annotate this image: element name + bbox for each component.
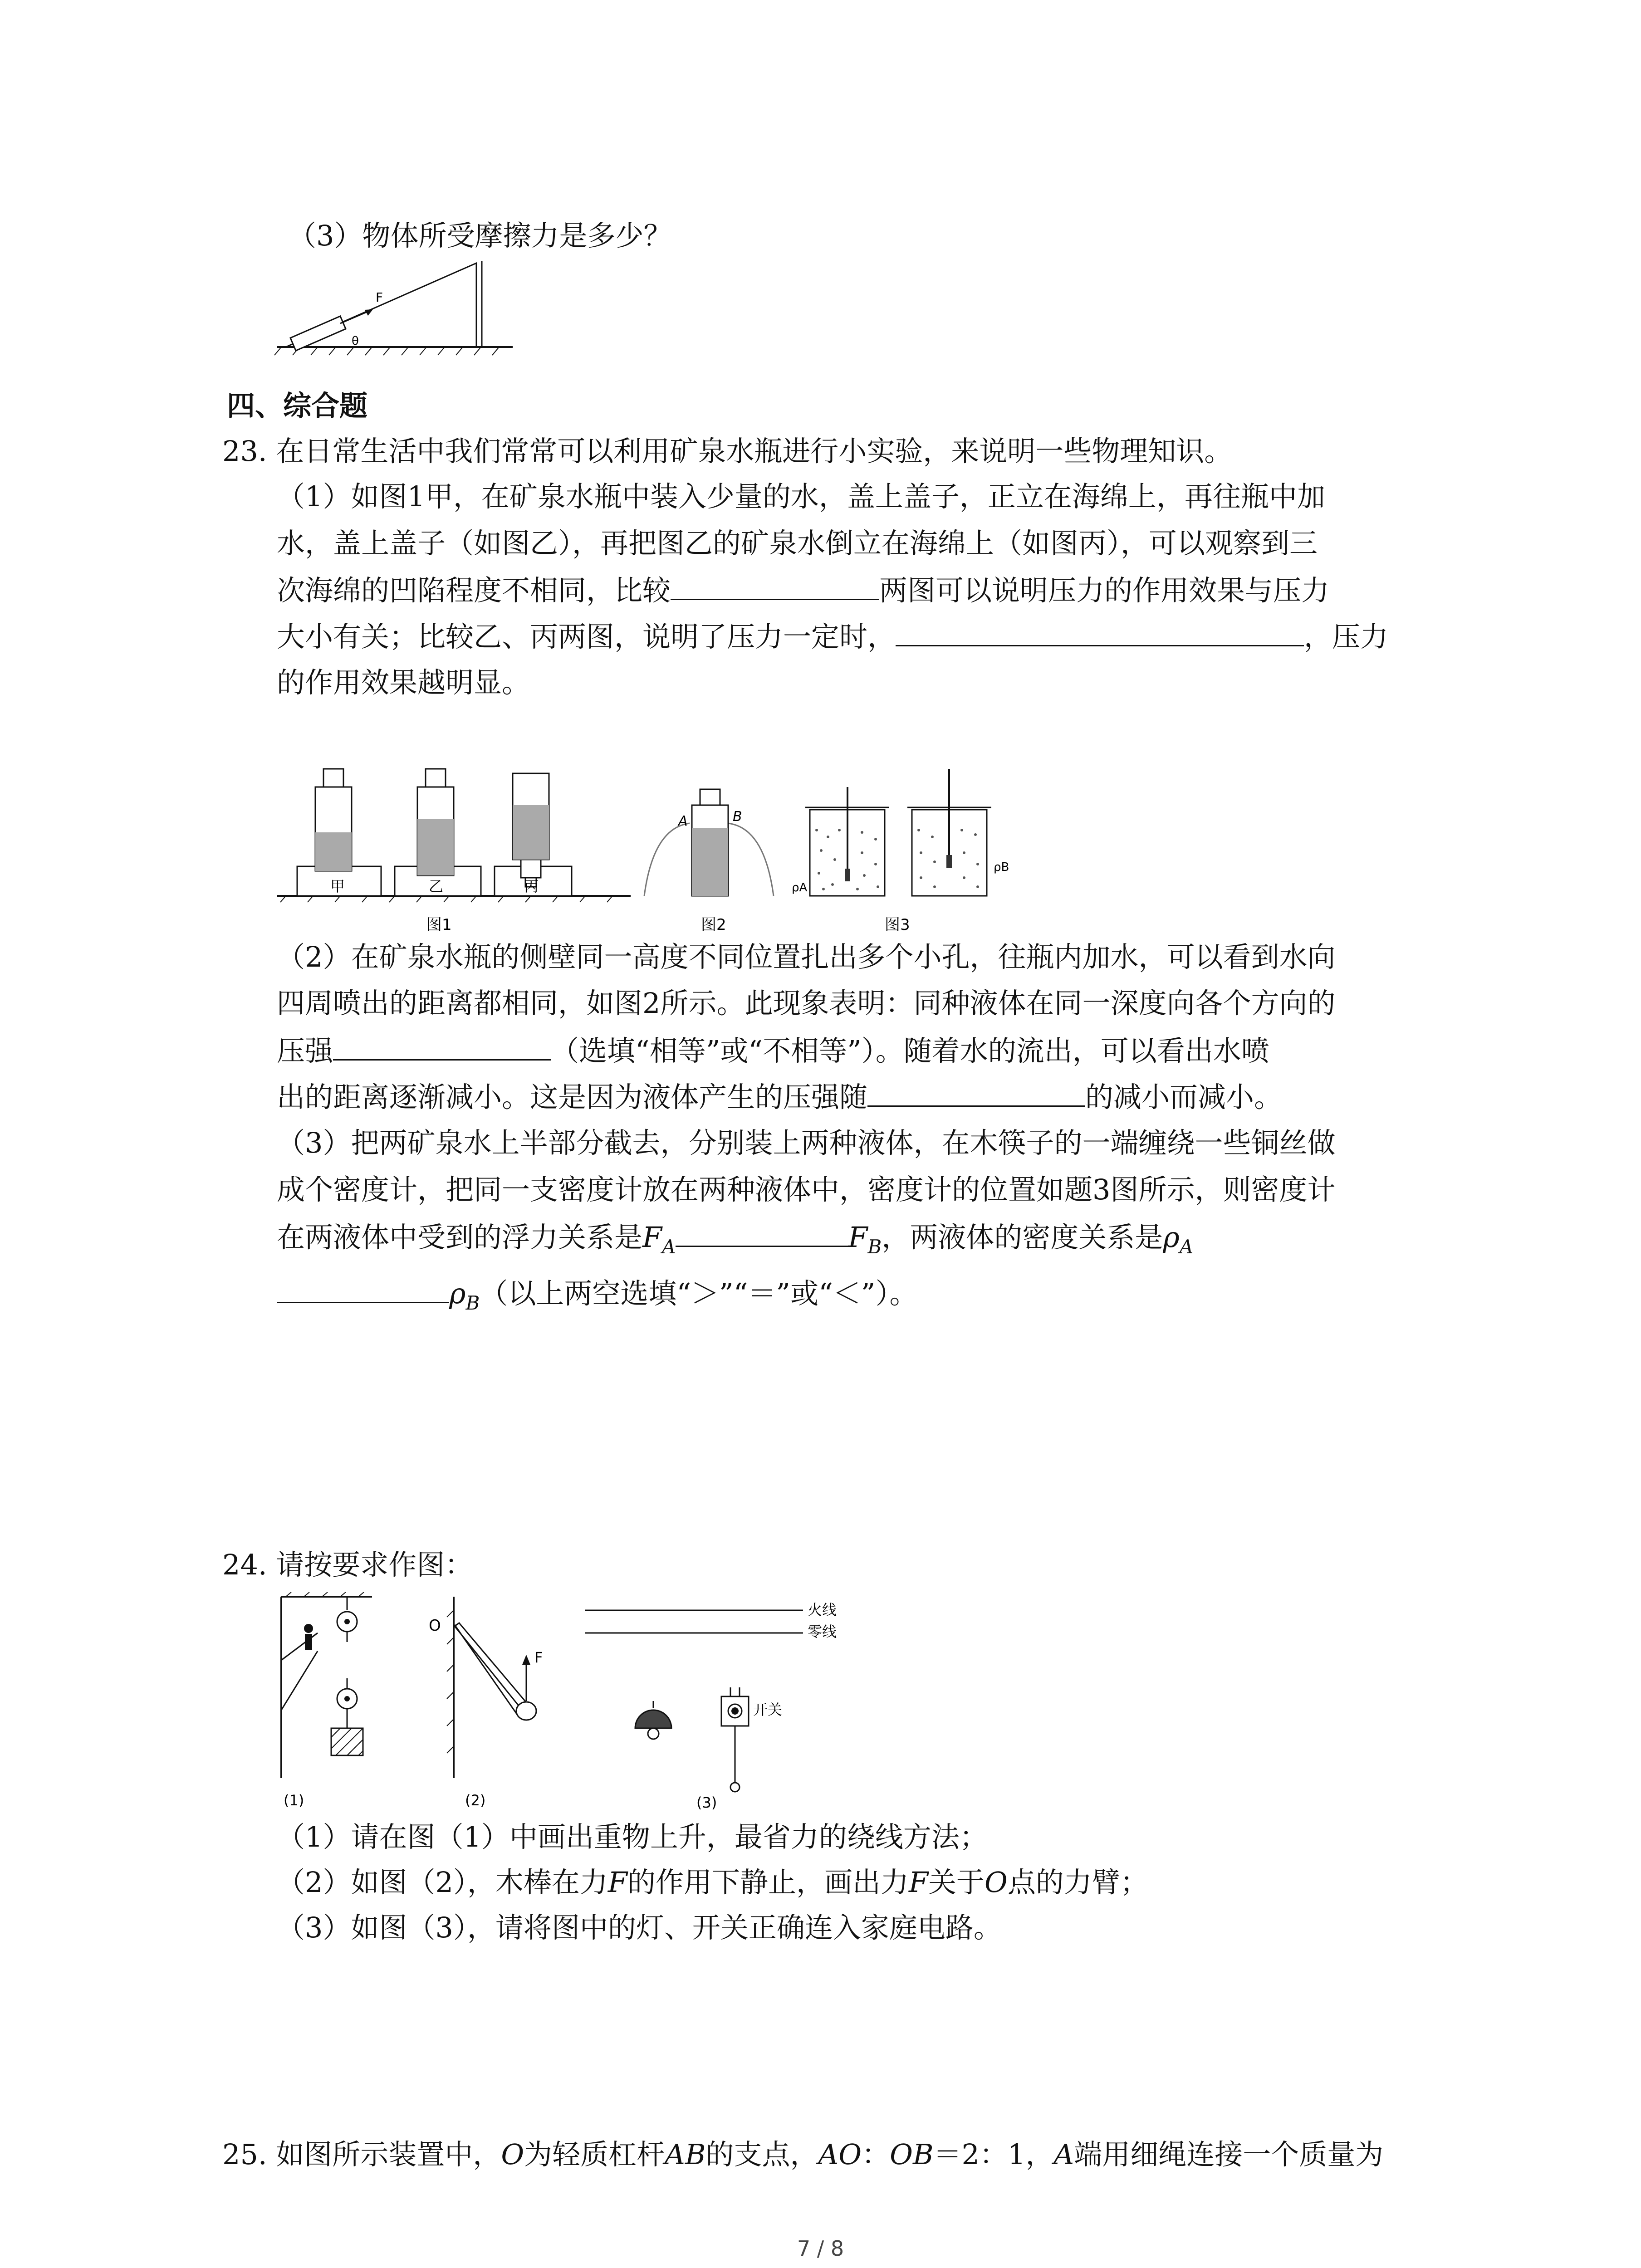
text: 出的距离逐渐减小。这是因为液体产生的压强随 xyxy=(277,1080,868,1114)
q25-line1 xyxy=(222,2132,1383,2177)
symbol-AB: AB xyxy=(665,2138,706,2171)
text: 在两液体中受到的浮力关系是 xyxy=(277,1221,643,1254)
fig-switch: 开关 xyxy=(753,1701,783,1718)
fig2-b: B xyxy=(733,809,742,825)
text: ： xyxy=(862,2138,890,2171)
symbol-AO: AO xyxy=(818,2138,862,2171)
incline-figure xyxy=(272,256,526,361)
symbol-FB: F xyxy=(848,1221,868,1254)
symbol-O: O xyxy=(985,1866,1008,1899)
text: （2）如图（2），木棒在力 xyxy=(277,1866,608,1899)
symbol-rhoB-sub: B xyxy=(465,1292,480,1314)
symbol-F: F xyxy=(607,1866,627,1899)
fig-f: F xyxy=(534,1649,543,1666)
symbol-O: O xyxy=(501,2138,524,2171)
fig-n1: (1) xyxy=(284,1792,304,1809)
q23-p2-line2: 四周喷出的距离都相同，如图2所示。此现象表明：同种液体在同一深度向各个方向的 xyxy=(277,987,1336,1020)
text: 大小有关；比较乙、丙两图，说明了压力一定时， xyxy=(277,620,896,653)
fig-n2: (2) xyxy=(465,1792,486,1809)
answer-blank-3[interactable] xyxy=(333,1027,551,1061)
q23-p1-line2: 水，盖上盖子（如图乙），再把图乙的矿泉水倒立在海绵上（如图丙），可以观察到三 xyxy=(277,527,1318,560)
page-number: 7 / 8 xyxy=(797,2236,844,2261)
text: 点的力臂； xyxy=(1007,1866,1148,1899)
q23-p1-line5: 的作用效果越明显。 xyxy=(277,666,530,699)
q23-p2-line1: （2）在矿泉水瓶的侧壁同一高度不同位置扎出多个小孔，往瓶内加水，可以看到水向 xyxy=(277,940,1336,973)
fig1-bing: 丙 xyxy=(524,878,539,895)
q23-p2-line3 xyxy=(277,1027,1269,1074)
fig-n3: (3) xyxy=(696,1794,717,1811)
symbol-FA-sub: A xyxy=(662,1236,676,1258)
fig2-a: A xyxy=(678,813,688,829)
force-label: F xyxy=(376,290,383,305)
text: （选填“相等”或“不相等”）。随着水的流出，可以看出水喷 xyxy=(551,1034,1269,1067)
text: 25. 如图所示装置中， xyxy=(222,2138,501,2171)
text: （以上两空选填“＞”“＝”或“＜”）。 xyxy=(480,1277,918,1310)
text: 两图可以说明压力的作用效果与压力 xyxy=(879,574,1330,607)
q24-s1: （1）请在图（1）中画出重物上升，最省力的绕线方法； xyxy=(277,1820,988,1853)
q24-figures xyxy=(272,1592,907,1819)
q23-p1-line3 xyxy=(277,567,1329,613)
text: 的作用下静止，画出力 xyxy=(627,1866,909,1899)
symbol-A: A xyxy=(1053,2138,1074,2171)
q23-p3-line3 xyxy=(277,1214,1193,1270)
fig-live: 火线 xyxy=(808,1601,837,1618)
text: 的减小而减小。 xyxy=(1085,1080,1283,1114)
q23-p3-line1: （3）把两矿泉水上半部分截去，分别装上两种液体，在木筷子的一端缠绕一些铜丝做 xyxy=(277,1126,1336,1159)
text: ，压力 xyxy=(1304,620,1389,653)
angle-label: θ xyxy=(352,334,359,348)
text: ＝2：1， xyxy=(933,2138,1054,2171)
q24-intro: 24. 请按要求作图： xyxy=(222,1548,473,1581)
symbol-rhoA: ρ xyxy=(1163,1221,1180,1254)
text: 次海绵的凹陷程度不相同，比较 xyxy=(277,574,671,607)
q24-s3: （3）如图（3），请将图中的灯、开关正确连入家庭电路。 xyxy=(277,1911,1002,1944)
fig-o: O xyxy=(429,1617,441,1635)
q22-sub3: （3）物体所受摩擦力是多少？ xyxy=(288,219,672,252)
fig1-caption: 图1 xyxy=(426,916,452,934)
text: 为轻质杠杆 xyxy=(524,2138,665,2171)
text: 压强 xyxy=(277,1034,333,1067)
q23-p3-line4 xyxy=(277,1270,918,1326)
q23-p3-line2: 成个密度计，把同一支密度计放在两种液体中，密度计的位置如题3图所示，则密度计 xyxy=(277,1173,1336,1206)
text: 端用细绳连接一个质量为 xyxy=(1074,2138,1384,2171)
fig3-rho-b: ρB xyxy=(994,860,1009,874)
section-title: 四、综合题 xyxy=(227,389,368,422)
fig1-yi: 乙 xyxy=(429,878,444,895)
symbol-OB: OB xyxy=(890,2138,934,2171)
answer-blank-1[interactable] xyxy=(671,567,879,600)
fig2-caption: 图2 xyxy=(701,916,726,934)
q23-figures xyxy=(272,755,1071,937)
q23-intro: 23. 在日常生活中我们常常可以利用矿泉水瓶进行小实验，来说明一些物理知识。 xyxy=(222,435,1233,468)
text: 关于 xyxy=(928,1866,985,1899)
text: ，两液体的密度关系是 xyxy=(882,1221,1163,1254)
symbol-rhoB: ρ xyxy=(449,1277,466,1310)
symbol-rhoA-sub: A xyxy=(1179,1236,1194,1258)
symbol-FB-sub: B xyxy=(867,1236,882,1258)
text: 的支点， xyxy=(705,2138,818,2171)
q23-p1-line4 xyxy=(277,613,1388,660)
answer-blank-6[interactable] xyxy=(277,1270,449,1303)
q24-s2 xyxy=(277,1860,1148,1905)
q23-p2-line4 xyxy=(277,1074,1282,1120)
fig3-caption: 图3 xyxy=(885,916,910,934)
fig3-rho-a: ρA xyxy=(792,881,808,894)
symbol-F: F xyxy=(908,1866,928,1899)
fig-neutral: 零线 xyxy=(808,1623,837,1640)
symbol-FA: F xyxy=(642,1221,662,1254)
answer-blank-5[interactable] xyxy=(676,1214,848,1247)
q23-p1-line1: （1）如图1甲，在矿泉水瓶中装入少量的水，盖上盖子，正立在海绵上，再往瓶中加 xyxy=(277,480,1325,513)
fig1-jia: 甲 xyxy=(330,878,345,895)
answer-blank-2[interactable] xyxy=(896,613,1304,646)
answer-blank-4[interactable] xyxy=(867,1074,1085,1107)
